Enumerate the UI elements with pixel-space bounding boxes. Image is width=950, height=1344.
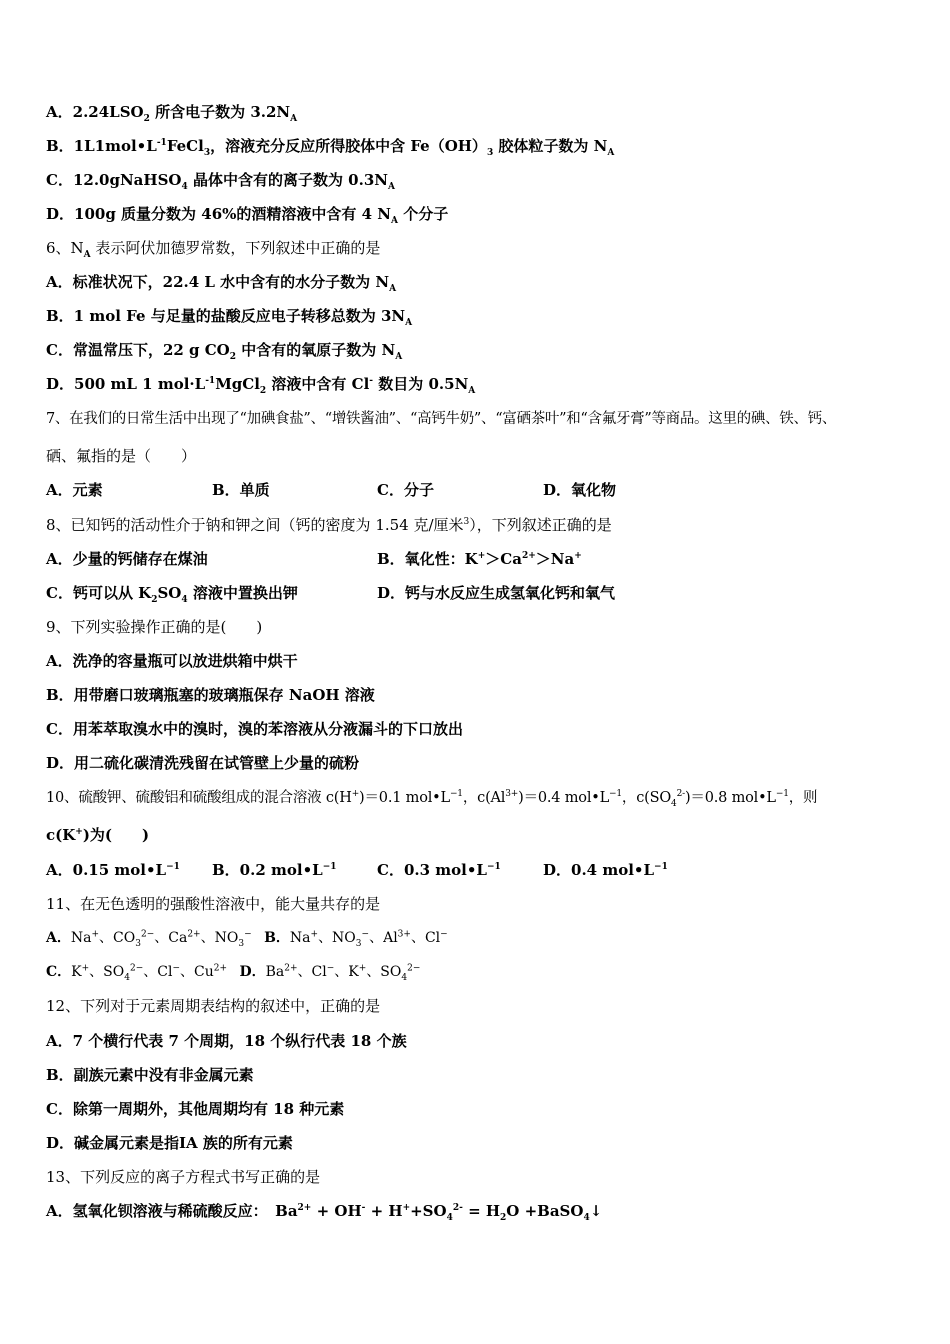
superscript: +: [477, 551, 486, 561]
q8-options-ab: [46, 549, 906, 569]
text-run: 溶液中含有 Cl: [266, 375, 370, 393]
q8-option-d: D．钙与水反应生成氢氧化钙和氧气: [377, 584, 616, 602]
text-run: 表示阿伏加德罗常数，下列叙述中正确的是: [90, 239, 381, 257]
text-run: = H: [462, 1202, 501, 1220]
q7-stem-line2: 硒、氟指的是（ ）: [46, 447, 197, 465]
superscript: −: [440, 929, 448, 940]
text-run: 、Cl: [410, 930, 441, 946]
text-run: A．: [46, 930, 71, 946]
text-run: C．12.0gNaHSO: [46, 171, 182, 189]
text-run: 、Cl: [143, 964, 173, 980]
superscript: +: [310, 929, 319, 940]
text-run: 6、N: [46, 239, 84, 257]
superscript: +: [351, 789, 360, 800]
text-run: B．0.2 mol•L: [212, 861, 323, 879]
superscript: +: [358, 963, 367, 974]
text-run: 个分子: [397, 205, 449, 223]
subscript: 4: [583, 1213, 590, 1223]
text-run: + OH: [311, 1202, 362, 1220]
q10-option-c: [377, 860, 501, 880]
q5-option-d: [46, 204, 448, 224]
text-run: D．500 mL 1 mol·L: [46, 375, 206, 393]
text-run: B．1 mol Fe 与足量的盐酸反应电子转移总数为 3N: [46, 307, 406, 325]
q10-option-b: [212, 860, 337, 880]
subscript: 2: [500, 1213, 507, 1223]
text-run: 、Cl: [297, 964, 327, 980]
text-run: 、CO: [99, 930, 136, 946]
q12-option-d: D．碱金属元素是指ⅠA 族的所有元素: [46, 1134, 293, 1152]
q8-stem: [46, 515, 612, 535]
superscript: 2+: [521, 551, 536, 561]
subscript: A: [390, 216, 398, 226]
superscript: -: [361, 1203, 366, 1213]
q9-option-a: A．洗净的容量瓶可以放进烘箱中烘干: [46, 652, 298, 670]
subscript: A: [290, 114, 298, 124]
superscript: 2+: [297, 1203, 312, 1213]
text-run: 溶液中置换出钾: [187, 584, 298, 602]
superscript: 3: [463, 517, 470, 527]
subscript: A: [83, 250, 91, 260]
q8-option-b: [377, 549, 582, 569]
text-run: B．: [264, 930, 290, 946]
text-run: D．0.4 mol•L: [543, 861, 655, 879]
q11-stem: 11、在无色透明的强酸性溶液中，能大量共存的是: [46, 895, 381, 913]
text-run: 、SO: [89, 964, 125, 980]
subscript: 4: [124, 972, 130, 983]
text-run: 、K: [334, 964, 359, 980]
superscript: 2−: [140, 929, 155, 940]
q9-option-d: D．用二硫化碳清洗残留在试管壁上少量的硫粉: [46, 754, 360, 772]
superscript: +: [402, 1203, 411, 1213]
superscript: −: [244, 929, 252, 940]
q13-option-a: [46, 1201, 602, 1221]
q10-stem-line1: [46, 788, 817, 808]
text-run: D．: [239, 964, 266, 980]
subscript: A: [607, 148, 615, 158]
text-run: )为( ): [82, 826, 150, 844]
q7-stem-line1: 7、在我们的日常生活中出现了“加碘食盐”、“增铁酱油”、“高钙牛奶”、“富硒茶叶”和“含氟牙膏”等商品。这里的碘、铁、钙、: [46, 411, 837, 427]
subscript: 4: [181, 182, 188, 192]
text-run: 、Ca: [154, 930, 188, 946]
superscript: −1: [449, 789, 463, 800]
text-run: 、SO: [366, 964, 402, 980]
superscript: −: [326, 963, 335, 974]
superscript: −1: [775, 789, 789, 800]
q5-option-c: [46, 170, 395, 190]
text-run: 晶体中含有的离子数为 0.3N: [187, 171, 388, 189]
q10-option-a: [46, 860, 180, 880]
text-run: ，则: [788, 790, 818, 806]
subscript: 3: [486, 148, 494, 158]
q9-option-b: B．用带磨口玻璃瓶塞的玻璃瓶保存 NaOH 溶液: [46, 686, 375, 704]
q10-stem-line2: [46, 825, 149, 845]
subscript: 2: [259, 386, 267, 396]
superscript: +: [81, 963, 90, 974]
superscript: −1: [166, 862, 180, 872]
q12-option-c: C．除第一周期外，其他周期均有 18 种元素: [46, 1100, 345, 1118]
q11-options-ab: [46, 928, 448, 948]
text-run: 、Cu: [180, 964, 214, 980]
text-run: ，溶液充分反应所得胶体中含 Fe（OH）: [210, 137, 487, 155]
q8-options-cd: [46, 583, 906, 603]
superscript: -: [369, 376, 374, 386]
subscript: 3: [355, 938, 362, 949]
subscript: 2: [151, 595, 158, 605]
text-run: 中含有的氧原子数为 N: [236, 341, 396, 359]
subscript: A: [468, 386, 476, 396]
superscript: −1: [486, 862, 501, 872]
subscript: 4: [401, 972, 408, 983]
text-run: ，c(SO: [621, 790, 672, 806]
text-run: Na: [289, 930, 311, 946]
superscript: 3+: [505, 789, 519, 800]
text-run: A．0.15 mol•L: [46, 861, 167, 879]
superscript: -1: [156, 138, 167, 148]
text-run: C．: [46, 964, 72, 980]
q12-stem: 12、下列对于元素周期表结构的叙述中，正确的是: [46, 997, 381, 1015]
superscript: -1: [205, 376, 216, 386]
superscript: 2+: [213, 963, 228, 974]
text-run: ＞Ca: [485, 550, 522, 568]
q8-option-c: [46, 583, 298, 603]
text-run: K: [71, 964, 82, 980]
text-run: B．1L1mol•L: [46, 137, 157, 155]
subscript: 4: [446, 1213, 453, 1223]
text-run: C．0.3 mol•L: [377, 861, 487, 879]
q7-option-b: B．单质: [212, 481, 270, 499]
q7-option-c: C．分子: [377, 481, 434, 499]
subscript: 4: [181, 595, 188, 605]
text-run: +SO: [410, 1202, 447, 1220]
superscript: +: [75, 827, 83, 837]
text-run: 、Al: [369, 930, 398, 946]
text-run: 胶体粒子数为 N: [493, 137, 608, 155]
superscript: −1: [654, 862, 668, 872]
q10-options: [46, 860, 906, 880]
text-run: MgCl: [215, 375, 260, 393]
text-run: ），下列叙述正确的是: [469, 516, 612, 534]
q6-option-a: [46, 272, 396, 292]
subscript: 2: [143, 114, 150, 124]
q9-stem: 9、下列实验操作正确的是( ): [46, 618, 263, 636]
text-run: ↓: [589, 1202, 603, 1220]
q6-option-b: [46, 306, 412, 326]
superscript: 2−: [407, 963, 421, 974]
text-run: FeCl: [166, 137, 204, 155]
subscript: A: [395, 352, 403, 362]
text-run: C．常温常压下，22 g CO: [46, 341, 230, 359]
q5-option-a: [46, 102, 297, 122]
superscript: −: [172, 963, 181, 974]
q8-option-a: A．少量的钙储存在煤油: [46, 550, 208, 568]
q7-option-a: A．元素: [46, 481, 103, 499]
subscript: A: [388, 182, 395, 192]
text-run: 所含电子数为 3.2N: [149, 103, 291, 121]
q6-option-d: [46, 374, 475, 394]
superscript: −: [361, 929, 370, 940]
q7-option-d: D．氧化物: [543, 481, 617, 499]
subscript: 3: [135, 938, 141, 949]
subscript: 4: [671, 798, 677, 809]
text-run: Na: [70, 930, 92, 946]
text-run: 8、已知钙的活动性介于钠和钾之间（钙的密度为 1.54 克/厘米: [46, 516, 464, 534]
superscript: +: [91, 929, 100, 940]
text-run: 、NO: [318, 930, 356, 946]
q9-option-c: C．用苯萃取溴水中的溴时，溴的苯溶液从分液漏斗的下口放出: [46, 720, 463, 738]
q11-options-cd: [46, 962, 420, 982]
q13-stem: 13、下列反应的离子方程式书写正确的是: [46, 1168, 321, 1186]
text-run: )＝0.8 mol•L: [684, 790, 776, 806]
text-run: )＝0.1 mol•L: [359, 790, 450, 806]
superscript: 2−: [129, 963, 144, 974]
subscript: 2: [229, 352, 237, 362]
text-run: ＞Na: [535, 550, 575, 568]
subscript: A: [389, 284, 397, 294]
text-run: c(K: [46, 826, 76, 844]
superscript: −1: [322, 862, 337, 872]
superscript: 2+: [187, 929, 201, 940]
superscript: +: [574, 551, 582, 561]
superscript: 2-: [452, 1203, 463, 1213]
text-run: O +BaSO: [506, 1202, 584, 1220]
text-run: 数目为 0.5N: [373, 375, 469, 393]
superscript: 2+: [284, 963, 298, 974]
text-run: SO: [157, 584, 182, 602]
text-run: Ba: [265, 964, 285, 980]
text-run: A．氢氧化钡溶液与稀硫酸反应： Ba: [46, 1202, 298, 1220]
superscript: 3+: [397, 929, 411, 940]
q12-option-b: B．副族元素中没有非金属元素: [46, 1066, 254, 1084]
text-run: 、NO: [200, 930, 239, 946]
q6-stem: [46, 238, 380, 258]
text-run: D．100g 质量分数为 46%的酒精溶液中含有 4 N: [46, 205, 391, 223]
text-run: A．标准状况下，22.4 L 水中含有的水分子数为 N: [46, 273, 390, 291]
superscript: −1: [609, 789, 622, 800]
q5-option-b: [46, 136, 614, 156]
text-run: 10、硫酸钾、硫酸铝和硫酸组成的混合溶液 c(H: [46, 790, 352, 806]
q7-options: [46, 480, 906, 500]
text-run: C．钙可以从 K: [46, 584, 152, 602]
text-run: ，c(Al: [462, 790, 506, 806]
q10-option-d: [543, 860, 668, 880]
q12-option-a: A．7 个横行代表 7 个周期，18 个纵行代表 18 个族: [46, 1032, 407, 1050]
text-run: B．氧化性：K: [377, 550, 478, 568]
text-run: )＝0.4 mol•L: [518, 790, 610, 806]
subscript: A: [405, 318, 413, 328]
subscript: 3: [203, 148, 211, 158]
superscript: 2-: [676, 789, 685, 800]
q6-option-c: [46, 340, 402, 360]
subscript: 3: [238, 938, 245, 949]
text-run: A．2.24LSO: [46, 103, 144, 121]
text-run: + H: [365, 1202, 403, 1220]
